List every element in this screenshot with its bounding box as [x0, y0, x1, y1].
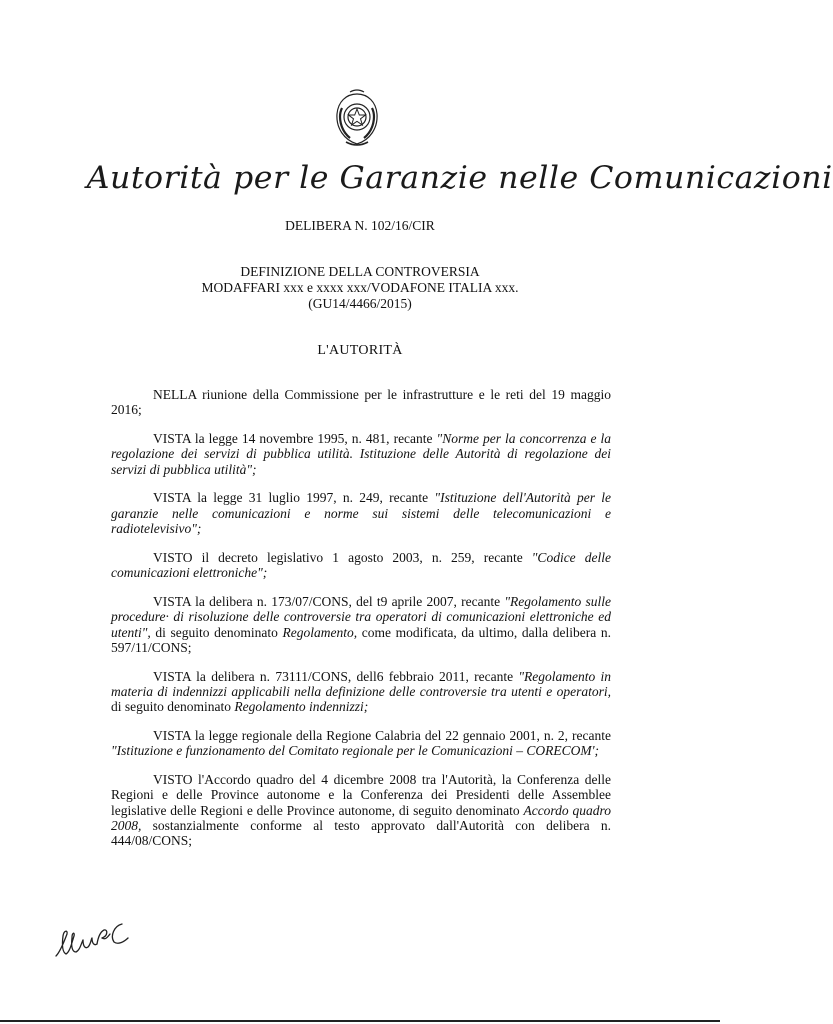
document-body	[111, 387, 611, 862]
paragraph-text: sostanzialmente conforme al testo approvato dall'Autorità con delibera n. 444/08/CONS;	[111, 818, 611, 849]
paragraph-citation: Regolamento indennizzi;	[234, 699, 369, 715]
paragraph-text: VISTA la delibera n. 73111/CONS, dell6 febbraio 2011, recante	[153, 668, 519, 684]
subject-line: DEFINIZIONE DELLA CONTROVERSIA	[240, 264, 480, 279]
subject-line: (GU14/4466/2015)	[308, 296, 412, 311]
subject-block	[0, 264, 720, 312]
subject-line: MODAFFARI xxx e xxxx xxx/VODAFONE ITALIA xxx.	[201, 280, 519, 295]
paragraph-text: VISTO l'Accordo quadro del 4 dicembre 2008 tra l'Autorità, la Conferenza delle Regioni e delle Province autonome e la Conferenza dei Presidenti delle Assemblee legislative delle Regioni e delle Province autonome, di seguito denominato	[111, 772, 611, 818]
paragraph-citation: "Regolamento in materia di indennizzi applicabili nella definizione delle controversie tra utenti e operatori,	[111, 668, 611, 699]
paragraph-citation: "Istituzione dell'Autorità per le garanzie nelle comunicazioni e norme sui sistemi delle telecomunicazioni e radiotelevisivo";	[111, 490, 611, 537]
paragraph-citation: Regolamento,	[282, 624, 358, 640]
authority-name: Autorità per le Garanzie nelle Comunicazioni	[86, 160, 833, 196]
handwritten-initials-icon	[50, 912, 145, 967]
paragraph	[111, 490, 611, 536]
paragraph-text: VISTA la legge 31 luglio 1997, n. 249, recante	[153, 490, 435, 506]
paragraph-citation: "Codice delle comunicazioni elettroniche";	[111, 549, 611, 581]
paragraph-text: di seguito denominato	[150, 624, 283, 640]
paragraph-citation: "Istituzione e funzionamento del Comitato regionale per le Comunicazioni – CORECOM';	[111, 743, 600, 759]
paragraph-text: VISTA la legge 14 novembre 1995, n. 481, recante	[153, 431, 437, 447]
paragraph-text: VISTO il decreto legislativo 1 agosto 2003, n. 259, recante	[153, 549, 532, 565]
paragraph-citation: "Regolamento sulle procedure· di risoluzione delle controversie tra operatori di comunicazioni elettroniche ed utenti",	[111, 593, 611, 640]
paragraph-text: di seguito denominato	[111, 699, 235, 715]
paragraph-citation: Accordo quadro 2008,	[111, 802, 611, 834]
paragraph	[111, 431, 611, 477]
page-bottom-border	[0, 1020, 720, 1022]
delibera-number: DELIBERA N. 102/16/CIR	[285, 218, 435, 233]
paragraph-citation: "Norme per la concorrenza e la regolazione dei servizi di pubblica utilità. Istituzione delle Autorità di regolazione dei servizi di pubblica utilità";	[111, 431, 611, 477]
paragraph-text: VISTA la delibera n. 173/07/CONS, del t9 aprile 2007, recante	[153, 593, 505, 609]
paragraph-text: NELLA riunione della Commissione per le infrastrutture e le reti del 19 maggio 2016;	[111, 387, 611, 418]
paragraph	[111, 594, 611, 655]
paragraph	[111, 728, 611, 759]
paragraph-text: VISTA la legge regionale della Regione Calabria del 22 gennaio 2001, n. 2, recante	[153, 728, 611, 744]
paragraph	[111, 669, 611, 715]
paragraph-text: come modificata, da ultimo, dalla delibera n. 597/11/CONS;	[111, 624, 611, 655]
paragraph	[111, 772, 611, 848]
italian-republic-emblem-icon	[328, 86, 386, 150]
paragraph	[111, 387, 611, 418]
section-title: L'AUTORITÀ	[317, 343, 403, 358]
paragraph	[111, 550, 611, 581]
